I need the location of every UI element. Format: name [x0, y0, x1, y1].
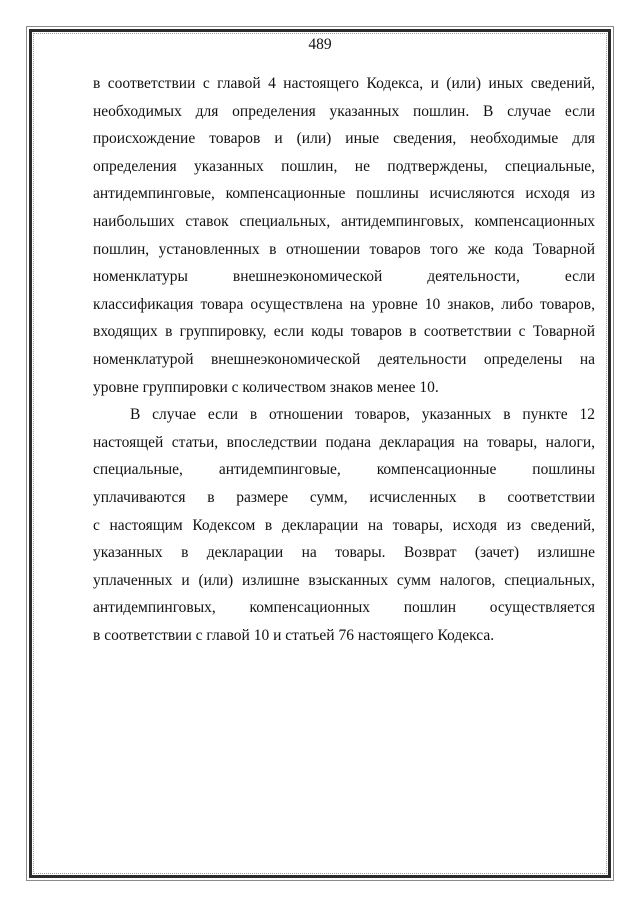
paragraph	[93, 401, 595, 649]
text-line: антидемпинговых, компенсационных пошлин осуществляется	[93, 599, 595, 617]
text-line: В случае если в отношении товаров, указанных в пункте 12	[130, 406, 595, 424]
text-line: уплаченных и (или) излишне взысканных сумм налогов, специальных,	[93, 571, 595, 589]
text-line: наибольших ставок специальных, антидемпинговых, компенсационных	[93, 212, 595, 230]
text-line: номенклатуры внешнеэкономической деятельности, если	[93, 268, 595, 286]
text-line: пошлин, установленных в отношении товаров того же кода Товарной	[93, 240, 595, 258]
text-line: уплачиваются в размере сумм, исчисленных в соответствии	[93, 488, 595, 506]
text-line: уровне группировки с количеством знаков менее 10.	[93, 378, 439, 396]
text-line: настоящей статьи, впоследствии подана декларация на товары, налоги,	[93, 433, 595, 451]
text-line: антидемпинговые, компенсационные пошлины исчисляются исходя из	[93, 185, 595, 203]
text-line: необходимых для определения указанных пошлин. В случае если	[93, 102, 595, 120]
text-line: в соответствии с главой 4 настоящего Кодекса, и (или) иных сведений,	[93, 75, 595, 92]
text-line: указанных в декларации на товары. Возврат (зачет) излишне	[93, 544, 595, 562]
text-line: в соответствии с главой 10 и статьей 76 настоящего Кодекса.	[93, 626, 495, 644]
text-line: с настоящим Кодексом в декларации на товары, исходя из сведений,	[93, 516, 595, 534]
page-number: 489	[308, 36, 332, 53]
text-line: классификация товара осуществлена на уровне 10 знаков, либо товаров,	[93, 295, 595, 313]
text-line: входящих в группировку, если коды товаров в соответствии с Товарной	[93, 323, 595, 341]
text-line: определения указанных пошлин, не подтверждены, специальные,	[93, 157, 595, 175]
text-line: номенклатурой внешнеэкономической деятельности определены на	[93, 350, 595, 368]
text-line: происхождение товаров и (или) иные сведения, необходимые для	[93, 130, 595, 148]
paragraph	[93, 70, 595, 401]
text-line: специальные, антидемпинговые, компенсационные пошлины	[93, 461, 595, 479]
document-body	[93, 70, 595, 649]
